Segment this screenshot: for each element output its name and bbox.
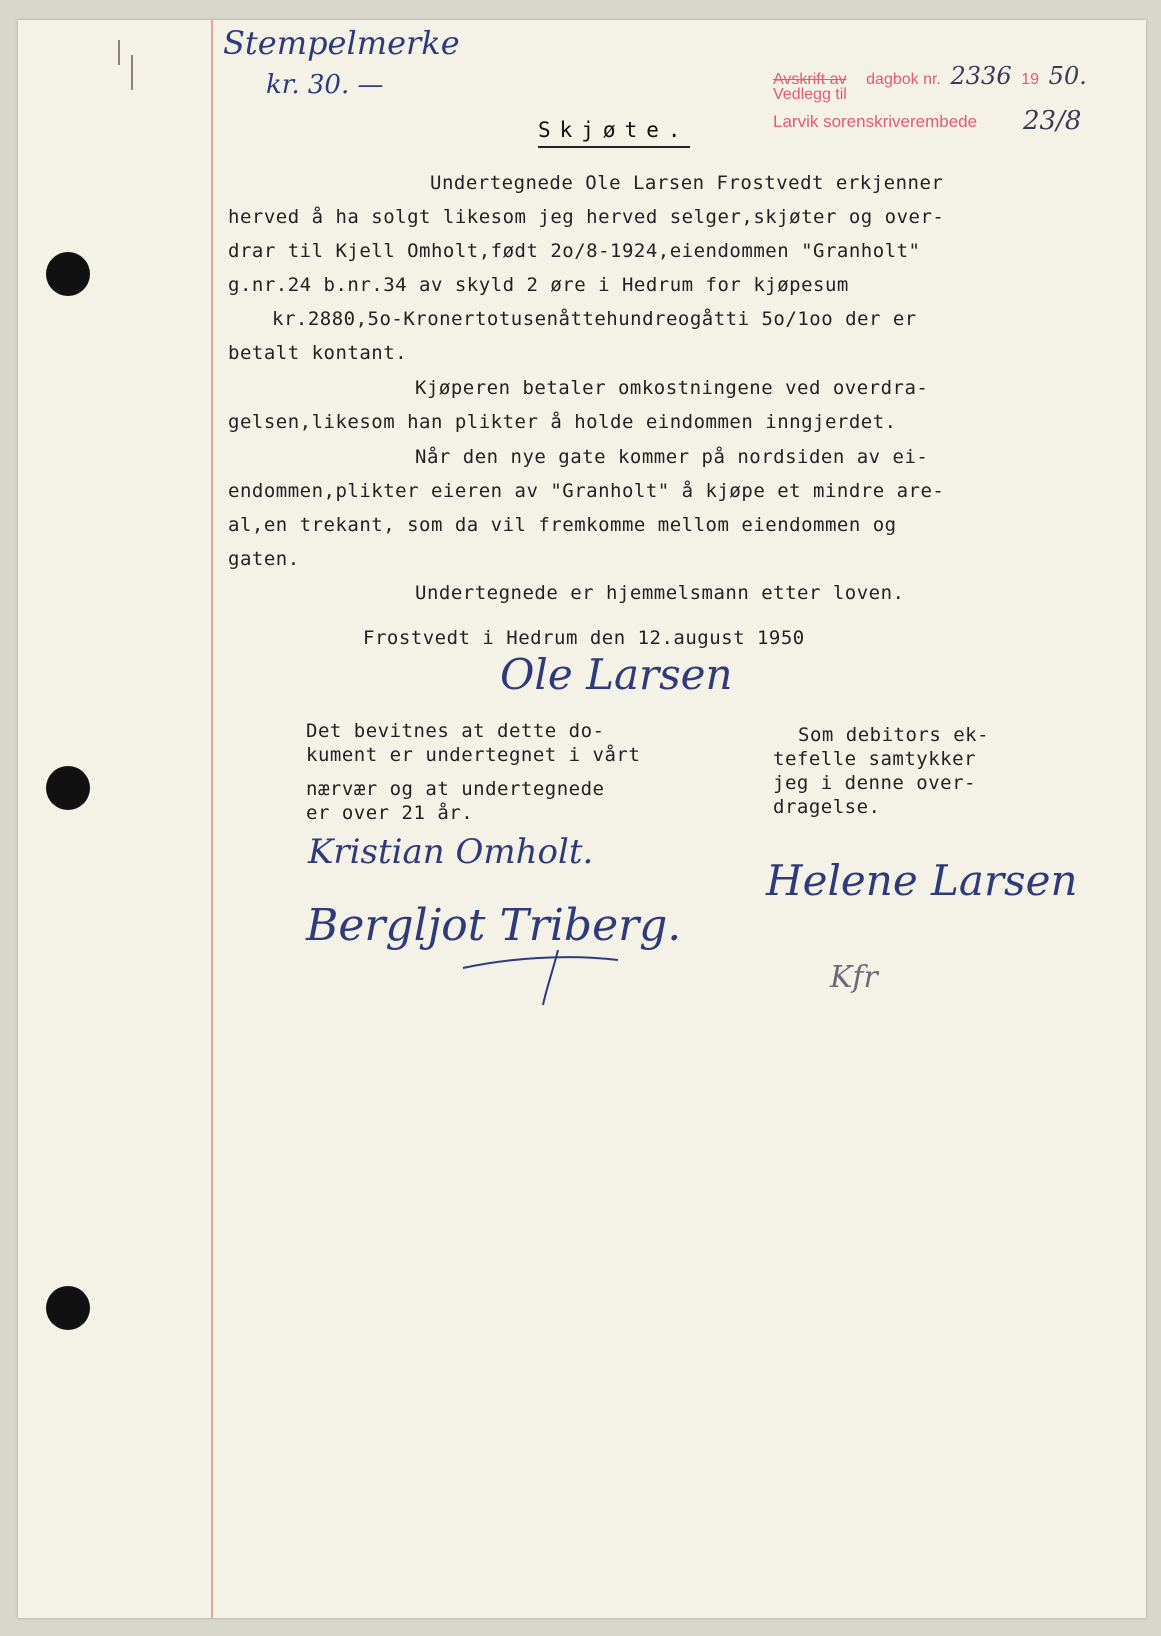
handwritten-kr-amount: kr. 30. —: [266, 70, 384, 100]
spouse-line-2: tefelle samtykker: [773, 748, 976, 770]
stamp-office: Larvik sorenskriverembede: [773, 112, 978, 131]
stamp-dagbok-label: dagbok nr.: [866, 71, 941, 88]
signature-flourish: [458, 940, 628, 1010]
seller-signature: Ole Larsen: [500, 650, 733, 699]
body-line-12: gaten.: [228, 548, 300, 570]
stamp-vedlegg: Vedlegg til: [773, 86, 847, 103]
spouse-signature: Helene Larsen: [766, 856, 1078, 905]
document-page: [18, 20, 1146, 1618]
punch-hole-middle: [46, 766, 90, 810]
body-line-13: Undertegnede er hjemmelsmann etter loven.: [415, 582, 905, 604]
document-title: Skjøte.: [538, 118, 690, 148]
stamp-dagbok-number: 2336: [950, 62, 1012, 90]
body-line-5: kr.2880,5o-Kronertotusenåttehundreogåtti 5o/1oo der er: [272, 308, 917, 330]
clerk-initials: Kfr: [830, 960, 878, 995]
spouse-line-1: Som debitors ek-: [798, 724, 990, 746]
stamp-year-prefix: 19: [1021, 71, 1040, 88]
body-line-7: Kjøperen betaler omkostningene ved overdra-: [415, 377, 929, 399]
witness-line-2: kument er undertegnet i vårt: [306, 744, 641, 766]
stamp-avskrift: Avskrift av: [773, 71, 847, 88]
body-line-11: al,en trekant, som da vil fremkomme mellom eiendommen og: [228, 514, 897, 536]
spouse-line-3: jeg i denne over-: [773, 772, 976, 794]
spouse-line-4: dragelse.: [773, 796, 881, 818]
witness-signature-1: Kristian Omholt.: [308, 832, 594, 872]
margin-line: [211, 20, 213, 1618]
punch-hole-bottom: [46, 1286, 90, 1330]
stamp-line-2: [773, 84, 847, 104]
body-line-3: drar til Kjell Omholt,født 2o/8-1924,eiendommen "Granholt": [228, 240, 921, 262]
body-line-10: endommen,plikter eieren av "Granholt" å kjøpe et mindre are-: [228, 480, 945, 502]
witness-line-1: Det bevitnes at dette do-: [306, 720, 605, 742]
punch-hole-top: [46, 252, 90, 296]
handwritten-stempelmerke: Stempelmerke: [223, 24, 460, 62]
witness-line-4: er over 21 år.: [306, 802, 474, 824]
corner-marks: [114, 35, 138, 95]
body-line-2: herved å ha solgt likesom jeg herved selger,skjøter og over-: [228, 206, 945, 228]
body-line-9: Når den nye gate kommer på nordsiden av ei-: [415, 446, 929, 468]
witness-line-3: nærvær og at undertegnede: [306, 778, 605, 800]
body-line-4: g.nr.24 b.nr.34 av skyld 2 øre i Hedrum for kjøpesum: [228, 274, 849, 296]
stamp-year-suffix: 50.: [1048, 62, 1087, 90]
body-line-8: gelsen,likesom han plikter å holde eindommen inngjerdet.: [228, 411, 897, 433]
witness-signature-2: Bergljot Triberg.: [306, 900, 682, 951]
body-line-6: betalt kontant.: [228, 342, 408, 364]
body-line-1: Undertegnede Ole Larsen Frostvedt erkjenner: [430, 172, 944, 194]
place-date-line: Frostvedt i Hedrum den 12.august 1950: [363, 627, 805, 649]
stamp-date: 23/8: [1023, 106, 1082, 136]
